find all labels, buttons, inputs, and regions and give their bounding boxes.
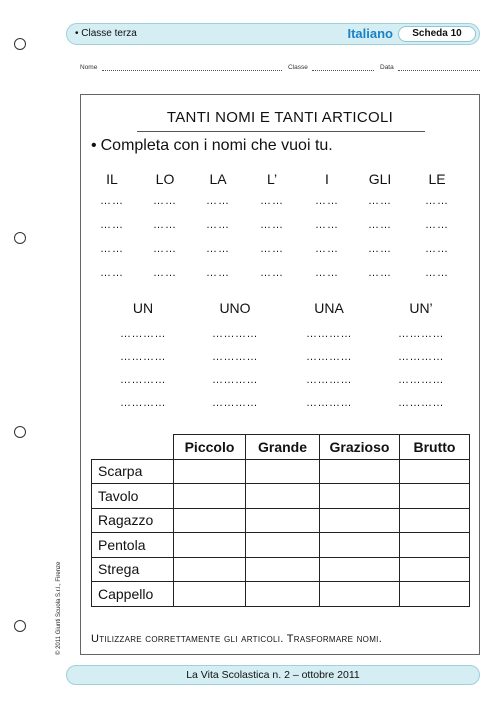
date-label: Data (380, 64, 394, 71)
article-label: LE (428, 171, 446, 187)
binder-hole-lower (14, 426, 26, 438)
footer-bar (66, 665, 480, 685)
blank-line[interactable]: …… (206, 219, 230, 231)
binder-hole-upper (14, 232, 26, 244)
class-field-label: Classe (288, 64, 308, 71)
answer-cell[interactable] (174, 459, 246, 484)
answer-cell[interactable] (246, 533, 320, 558)
dots-row (81, 243, 479, 263)
answer-cell[interactable] (246, 459, 320, 484)
blank-line[interactable]: …… (100, 195, 124, 207)
blank-line[interactable]: ………… (120, 351, 166, 363)
answer-cell[interactable] (174, 508, 246, 533)
exercise-frame (80, 94, 480, 655)
blank-line[interactable]: …… (425, 195, 449, 207)
answer-cell[interactable] (400, 557, 470, 582)
blank-line[interactable]: …… (368, 219, 392, 231)
column-header: Grazioso (320, 435, 400, 460)
blank-line[interactable]: ………… (120, 374, 166, 386)
dots-row (81, 267, 479, 287)
dots-row (81, 195, 479, 215)
blank-line[interactable]: …… (153, 243, 177, 255)
article-label: LO (155, 171, 175, 187)
article-label: LA (209, 171, 227, 187)
blank-line[interactable]: ………… (212, 351, 258, 363)
instruction-bullet: • (91, 137, 97, 154)
title-underline (137, 131, 425, 132)
blank-line[interactable]: ………… (398, 328, 444, 340)
answer-cell[interactable] (320, 557, 400, 582)
blank-line[interactable]: …… (206, 195, 230, 207)
blank-line[interactable]: ………… (306, 374, 352, 386)
table-row (92, 484, 470, 509)
answer-cell[interactable] (400, 484, 470, 509)
blank-line[interactable]: ………… (212, 328, 258, 340)
adjectives-table (91, 434, 470, 607)
blank-line[interactable]: …… (368, 267, 392, 279)
blank-line[interactable]: …… (260, 195, 284, 207)
footer-text: La Vita Scolastica n. 2 – ottobre 2011 (186, 669, 360, 681)
blank-line[interactable]: ………… (212, 374, 258, 386)
answer-cell[interactable] (320, 459, 400, 484)
article-label: L’ (266, 171, 278, 187)
answer-cell[interactable] (320, 582, 400, 607)
blank-line[interactable]: …… (206, 243, 230, 255)
blank-line[interactable]: …… (425, 267, 449, 279)
answer-cell[interactable] (400, 533, 470, 558)
blank-line[interactable]: …… (153, 219, 177, 231)
header-bar (66, 23, 480, 45)
blank-line[interactable]: …… (425, 243, 449, 255)
blank-line[interactable]: …… (206, 267, 230, 279)
blank-line[interactable]: ………… (398, 397, 444, 409)
answer-cell[interactable] (174, 533, 246, 558)
binder-hole-top (14, 38, 26, 50)
answer-cell[interactable] (246, 508, 320, 533)
blank-line[interactable]: …… (315, 267, 339, 279)
binder-hole-bottom (14, 620, 26, 632)
table-row (92, 508, 470, 533)
article-label: UN (132, 300, 154, 316)
blank-line[interactable]: …… (153, 267, 177, 279)
answer-cell[interactable] (400, 508, 470, 533)
dots-row (81, 219, 479, 239)
table-row (92, 557, 470, 582)
student-info-row (80, 64, 480, 76)
article-label: IL (106, 171, 118, 187)
class-field[interactable] (312, 64, 374, 71)
blank-line[interactable]: ………… (398, 374, 444, 386)
blank-line[interactable]: …… (315, 219, 339, 231)
subject-label: Italiano (347, 26, 393, 41)
dots-row (81, 351, 479, 371)
table-row (92, 582, 470, 607)
blank-line[interactable]: …… (100, 219, 124, 231)
blank-line[interactable]: …… (100, 267, 124, 279)
answer-cell[interactable] (246, 582, 320, 607)
learning-objective: Utilizzare correttamente gli articoli. Trasformare nomi. (91, 633, 383, 645)
article-label: I (325, 171, 329, 187)
blank-line[interactable]: …… (260, 267, 284, 279)
name-field[interactable] (102, 64, 282, 71)
blank-line[interactable]: ………… (212, 397, 258, 409)
plural-articles-row (81, 171, 479, 191)
table-row (92, 533, 470, 558)
blank-line[interactable]: …… (260, 219, 284, 231)
instruction-text: Completa con i nomi che vuoi tu. (100, 137, 333, 154)
dots-row (81, 328, 479, 348)
row-label: Scarpa (92, 459, 174, 484)
blank-line[interactable]: ………… (306, 351, 352, 363)
instruction (91, 137, 333, 155)
blank-line[interactable]: …… (153, 195, 177, 207)
answer-cell[interactable] (174, 557, 246, 582)
article-label: UNO (219, 300, 251, 316)
blank-line[interactable]: …… (315, 195, 339, 207)
article-label: UN’ (409, 300, 433, 316)
indefinite-articles-row (81, 300, 479, 320)
blank-line[interactable]: …… (315, 243, 339, 255)
answer-cell[interactable] (246, 557, 320, 582)
answer-cell[interactable] (320, 533, 400, 558)
table-header-row (92, 435, 470, 460)
blank-line[interactable]: ………… (306, 397, 352, 409)
row-label: Tavolo (92, 484, 174, 509)
blank-line[interactable]: ………… (120, 397, 166, 409)
table-corner-cell (92, 435, 174, 460)
blank-line[interactable]: ………… (306, 328, 352, 340)
row-label: Pentola (92, 533, 174, 558)
row-label: Cappello (92, 582, 174, 607)
article-label: UNA (314, 300, 344, 316)
answer-cell[interactable] (246, 484, 320, 509)
blank-line[interactable]: …… (368, 243, 392, 255)
date-field[interactable] (398, 64, 480, 71)
answer-cell[interactable] (320, 484, 400, 509)
blank-line[interactable]: …… (425, 219, 449, 231)
page-title: TANTI NOMI E TANTI ARTICOLI (166, 109, 394, 126)
row-label: Ragazzo (92, 508, 174, 533)
answer-cell[interactable] (174, 484, 246, 509)
dots-row (81, 374, 479, 394)
blank-line[interactable]: …… (100, 243, 124, 255)
sheet-badge: Scheda 10 (398, 26, 476, 42)
class-label: • Classe terza (75, 28, 137, 39)
table-row (92, 459, 470, 484)
answer-cell[interactable] (400, 582, 470, 607)
column-header: Grande (246, 435, 320, 460)
answer-cell[interactable] (400, 459, 470, 484)
blank-line[interactable]: ………… (120, 328, 166, 340)
blank-line[interactable]: …… (368, 195, 392, 207)
row-label: Strega (92, 557, 174, 582)
column-header: Brutto (400, 435, 470, 460)
name-label: Nome (80, 64, 98, 71)
dots-row (81, 397, 479, 417)
article-label: GLI (368, 171, 392, 187)
blank-line[interactable]: …… (260, 243, 284, 255)
answer-cell[interactable] (320, 508, 400, 533)
blank-line[interactable]: ………… (398, 351, 444, 363)
copyright-notice: © 2011 Giunti Scuola S.r.l., Firenze (56, 561, 62, 655)
column-header: Piccolo (174, 435, 246, 460)
answer-cell[interactable] (174, 582, 246, 607)
